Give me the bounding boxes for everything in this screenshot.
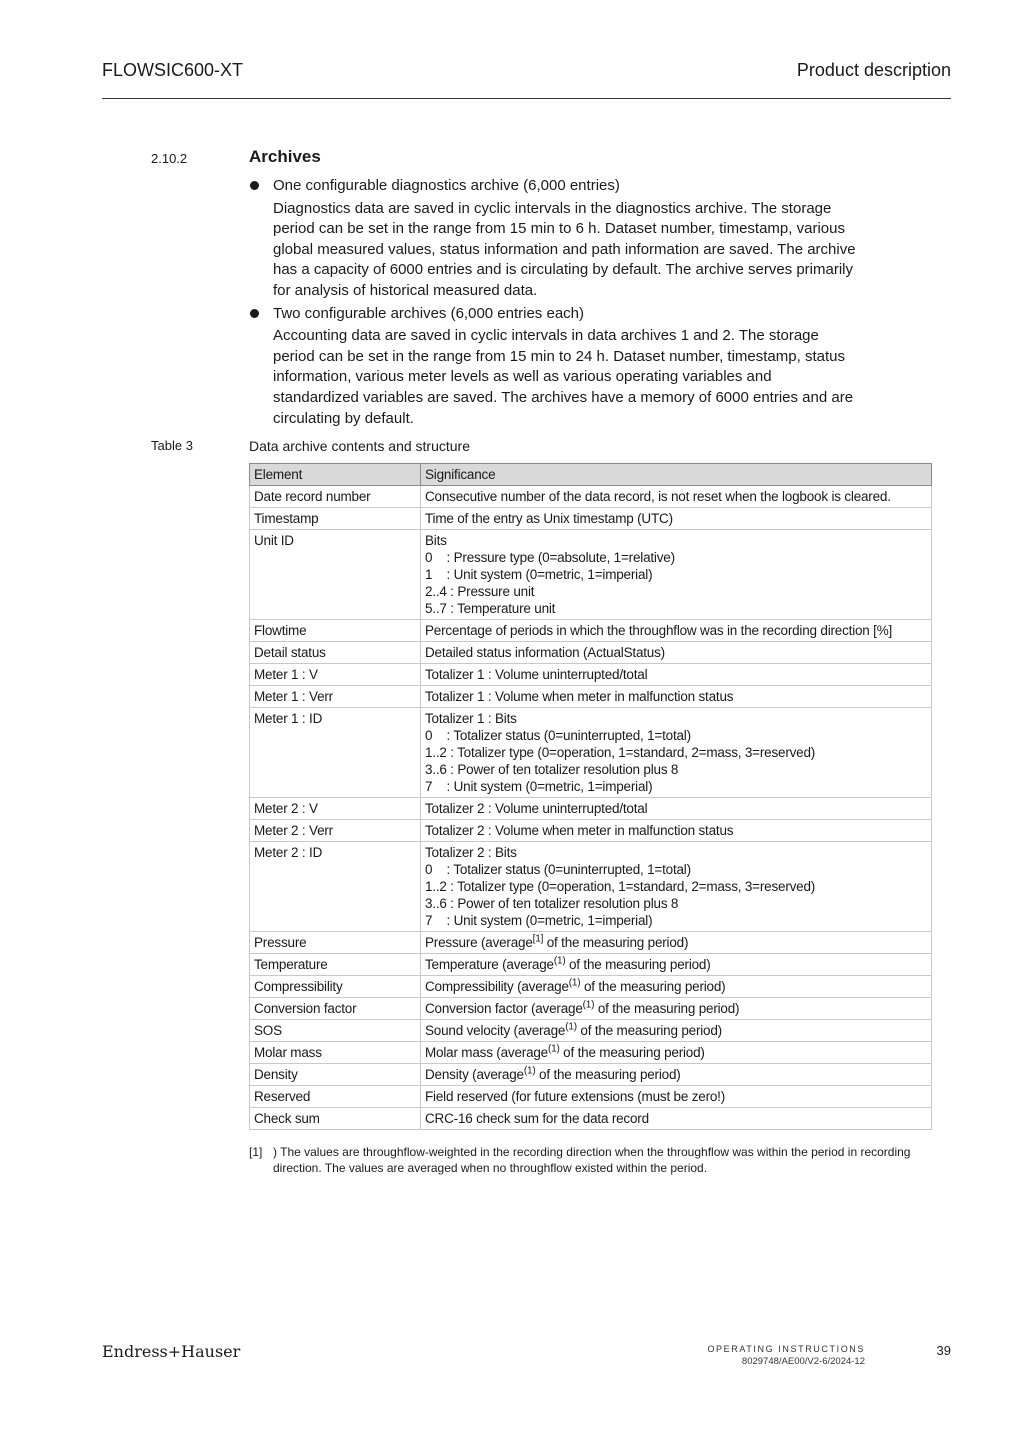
table-row [250,798,932,820]
significance-line: 5..7 : Temperature unit [425,601,556,616]
paragraph-line: global measured values, status information and path information are saved. The archive [273,240,856,258]
significance-line: Time of the entry as Unix timestamp (UTC) [425,511,673,526]
significance-line: Totalizer 1 : Volume when meter in malfunction status [425,689,734,704]
page-number: 39 [936,1343,951,1358]
significance-line: Totalizer 2 : Volume uninterrupted/total [425,801,648,816]
significance-text: Sound velocity (average [425,1023,566,1038]
significance-cell [421,1020,932,1042]
significance-line: 7 : Unit system (0=metric, 1=imperial) [425,779,653,794]
table-header-row [250,464,932,486]
significance-line: 1..2 : Totalizer type (0=operation, 1=standard, 2=mass, 3=reserved) [425,745,816,760]
column-header-significance: Significance [421,464,932,486]
product-name: FLOWSIC600-XT [102,60,244,80]
section-title: Archives [249,147,321,166]
archive-description [249,176,909,431]
bullet-label: One configurable diagnostics archive (6,000 entries) [273,177,620,194]
significance-line: Totalizer 2 : Volume when meter in malfunction status [425,823,734,838]
element-cell: Meter 1 : Verr [250,686,421,708]
significance-line: 3..6 : Power of ten totalizer resolution plus 8 [425,896,679,911]
element-cell: Pressure [250,932,421,954]
paragraph-line: standardized variables are saved. The archives have a memory of 6000 entries and are [273,388,854,406]
significance-line: Totalizer 1 : Volume uninterrupted/total [425,667,648,682]
footnote-reference: (1) [582,999,595,1011]
element-cell: Density [250,1064,421,1086]
significance-cell [421,486,932,508]
element-cell: Meter 1 : V [250,664,421,686]
table-row [250,686,932,708]
section-number: 2.10.2 [151,151,188,166]
paragraph-line: Accounting data are saved in cyclic intervals in data archives 1 and 2. The storage [273,327,819,345]
footnote-reference: (1) [568,977,581,989]
table-body [250,486,932,1130]
footnote [249,1144,919,1176]
footnote-reference: (1) [523,1065,536,1077]
significance-text: of the measuring period) [565,957,711,972]
table-row [250,486,932,508]
significance-cell [421,686,932,708]
table-row [250,976,932,998]
footnote-reference: (1) [565,1021,577,1033]
table-row [250,932,932,954]
archive-table [249,463,932,1130]
significance-cell [421,1108,932,1130]
significance-cell [421,820,932,842]
table-row [250,664,932,686]
significance-text: Temperature (average [425,957,554,972]
significance-cell [421,954,932,976]
bullet-icon [250,309,259,318]
element-cell: SOS [250,1020,421,1042]
significance-cell [421,976,932,998]
element-cell: Compressibility [250,976,421,998]
significance-cell [421,708,932,798]
significance-line: Field reserved (for future extensions (must be zero!) [425,1089,726,1104]
significance-cell [421,998,932,1020]
table-row [250,954,932,976]
significance-text: Conversion factor (average [425,1001,583,1016]
element-cell: Molar mass [250,1042,421,1064]
paragraph-line: period can be set in the range from 15 min to 24 h. Dataset number, timestamp, status [273,347,845,365]
significance-text: Pressure (average [425,935,533,950]
significance-line: 0 : Totalizer status (0=uninterrupted, 1=total) [425,862,691,877]
significance-cell [421,932,932,954]
bullet-icon [250,181,259,190]
paragraph-line: period can be set in the range from 15 min to 6 h. Dataset number, timestamp, various [273,220,845,238]
element-cell: Detail status [250,642,421,664]
significance-text: of the measuring period) [559,1045,705,1060]
significance-line: 2..4 : Pressure unit [425,584,535,599]
significance-line: 0 : Totalizer status (0=uninterrupted, 1=total) [425,728,691,743]
significance-text: Molar mass (average [425,1045,548,1060]
significance-cell [421,1086,932,1108]
significance-cell [421,842,932,932]
element-cell: Check sum [250,1108,421,1130]
table-row [250,1042,932,1064]
significance-line: Consecutive number of the data record, is not reset when the logbook is cleared. [425,489,891,504]
footnote-reference: [1] [532,933,544,945]
paragraph-line: circulating by default. [273,409,414,427]
significance-text: Density (average [425,1067,524,1082]
significance-line: 1 : Unit system (0=metric, 1=imperial) [425,567,653,582]
significance-text: of the measuring period) [543,935,689,950]
significance-text: of the measuring period) [535,1067,681,1082]
footnote-reference: (1) [548,1043,560,1055]
significance-line: Percentage of periods in which the throughflow was in the recording direction [%] [425,623,893,638]
significance-text: of the measuring period) [580,979,726,994]
significance-text: of the measuring period) [576,1023,722,1038]
paragraph-line: has a capacity of 6000 entries and is circulating by default. The archive serves primarily [273,261,854,279]
paragraph-line: for analysis of historical measured data. [273,281,538,299]
table-row [250,620,932,642]
table-row [250,642,932,664]
significance-cell [421,1064,932,1086]
element-cell: Timestamp [250,508,421,530]
table-row [250,1064,932,1086]
chapter-title: Product description [796,60,951,80]
element-cell: Meter 1 : ID [250,708,421,798]
element-cell: Meter 2 : V [250,798,421,820]
paragraph-line: information, various meter levels as well as various operating variables and [273,368,772,386]
significance-text: Compressibility (average [425,979,569,994]
table-row [250,1020,932,1042]
significance-line: 1..2 : Totalizer type (0=operation, 1=standard, 2=mass, 3=reserved) [425,879,816,894]
significance-line: Detailed status information (ActualStatus) [425,645,665,660]
element-cell: Date record number [250,486,421,508]
bullet-item [249,176,909,197]
element-cell: Conversion factor [250,998,421,1020]
document-type: OPERATING INSTRUCTIONS [707,1344,865,1354]
significance-line: Totalizer 2 : Bits [425,845,517,860]
paragraph-line: Diagnostics data are saved in cyclic intervals in the diagnostics archive. The storage [273,199,832,217]
element-cell: Reserved [250,1086,421,1108]
element-cell: Flowtime [250,620,421,642]
table-row [250,708,932,798]
significance-cell [421,1042,932,1064]
brand-logo: Endress+Hauser [102,1342,241,1361]
significance-line: CRC-16 check sum for the data record [425,1111,649,1126]
bullet-label: Two configurable archives (6,000 entries each) [273,304,585,322]
significance-line: Totalizer 1 : Bits [425,711,517,726]
significance-cell [421,664,932,686]
footnote-text: ) The values are throughflow-weighted in the recording direction when the throughflow was within the period in recording direction. The values are averaged when no throughflow existed within the period. [273,1145,911,1175]
table-row [250,998,932,1020]
table-row [250,820,932,842]
significance-cell [421,620,932,642]
significance-line: Bits [425,533,447,548]
significance-line: 3..6 : Power of ten totalizer resolution plus 8 [425,762,679,777]
significance-text: of the measuring period) [594,1001,740,1016]
table-label: Table 3 [151,438,193,453]
element-cell: Meter 2 : Verr [250,820,421,842]
table-caption: Data archive contents and structure [249,438,471,454]
table-row [250,1108,932,1130]
table-row [250,1086,932,1108]
element-cell: Temperature [250,954,421,976]
element-cell: Unit ID [250,530,421,620]
significance-line: 0 : Pressure type (0=absolute, 1=relative) [425,550,675,565]
page-header [102,58,951,99]
document-id: 8029748/AE00/V2-6/2024-12 [741,1356,865,1367]
table-row [250,508,932,530]
column-header-element: Element [250,464,421,486]
significance-cell [421,798,932,820]
significance-cell [421,508,932,530]
table-row [250,530,932,620]
significance-cell [421,530,932,620]
bullet-paragraph [249,199,909,302]
bullet-item [249,304,909,325]
significance-cell [421,642,932,664]
bullet-paragraph [249,326,909,429]
significance-line: 7 : Unit system (0=metric, 1=imperial) [425,913,653,928]
element-cell: Meter 2 : ID [250,842,421,932]
footnote-reference: (1) [553,955,566,967]
table-row [250,842,932,932]
footnote-marker: [1] [249,1145,263,1159]
